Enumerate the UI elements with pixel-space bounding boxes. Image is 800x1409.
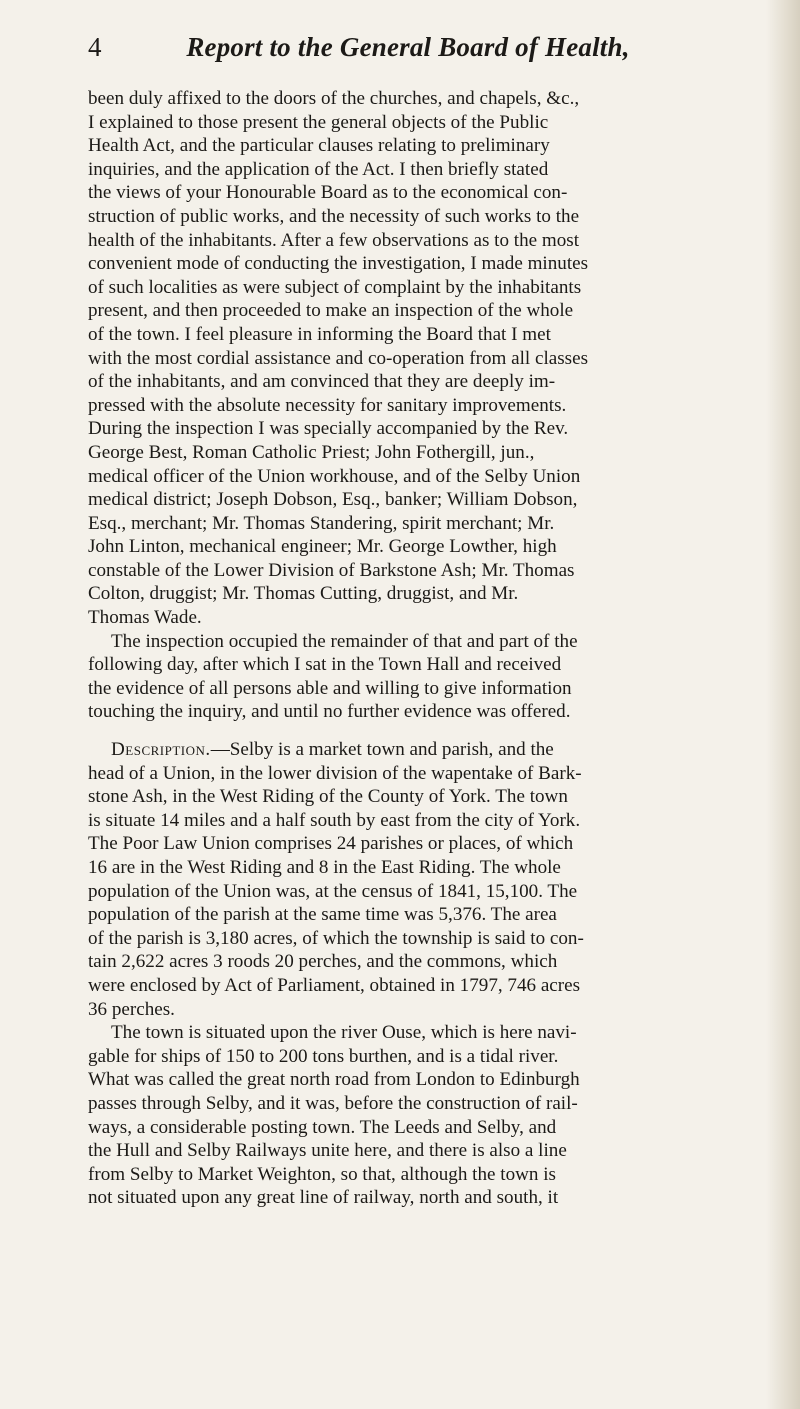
text-line: [88, 738, 778, 762]
text-line: not situated upon any great line of railway, north and south, it: [88, 1187, 559, 1209]
text-line: inquiries, and the application of the Act. I then briefly stated: [88, 158, 549, 180]
text-line: Colton, druggist; Mr. Thomas Cutting, druggist, and Mr.: [88, 583, 519, 605]
text-line: head of a Union, in the lower division of the wapentake of Bark-: [88, 762, 582, 784]
text-line: is situate 14 miles and a half south by east from the city of York.: [88, 809, 581, 831]
text-line: struction of public works, and the necessity of such works to the: [88, 205, 580, 227]
text-line: with the most cordial assistance and co-operation from all classes: [88, 347, 588, 369]
paragraph: [88, 1021, 778, 1210]
paragraph: [88, 630, 778, 724]
text-line: population of the parish at the same time was 5,376. The area: [88, 904, 557, 926]
text-line: ways, a considerable posting town. The Leeds and Selby, and: [88, 1116, 557, 1138]
text-line: Esq., merchant; Mr. Thomas Standering, spirit merchant; Mr.: [88, 512, 555, 534]
text-line: been duly affixed to the doors of the churches, and chapels, &c.,: [88, 88, 580, 109]
text-line: 36 perches.: [88, 998, 175, 1020]
text-line: of the parish is 3,180 acres, of which the township is said to con-: [88, 927, 584, 949]
text-line: convenient mode of conducting the investigation, I made minutes: [88, 253, 589, 275]
text-line: medical officer of the Union workhouse, and of the Selby Union: [88, 465, 581, 487]
text-line: pressed with the absolute necessity for sanitary improvements.: [88, 394, 567, 416]
text-line: 16 are in the West Riding and 8 in the East Riding. The whole: [88, 857, 561, 878]
text-line: tain 2,622 acres 3 roods 20 perches, and the commons, which: [88, 951, 558, 973]
body-text: [88, 87, 778, 1210]
page-number: 4: [88, 32, 102, 62]
text-line: from Selby to Market Weighton, so that, although the town is: [88, 1163, 556, 1185]
text-line: the evidence of all persons able and willing to give information: [88, 677, 572, 699]
text-line: constable of the Lower Division of Barkstone Ash; Mr. Thomas: [88, 559, 575, 581]
text-line: the Hull and Selby Railways unite here, and there is also a line: [88, 1140, 567, 1162]
text-line: The Poor Law Union comprises 24 parishes or places, of which: [88, 833, 574, 855]
page-header: [88, 32, 728, 62]
text-line: I explained to those present the general objects of the Public: [88, 111, 549, 133]
text-line: What was called the great north road from London to Edinburgh: [88, 1069, 580, 1091]
text-line: population of the Union was, at the census of 1841, 15,100. The: [88, 880, 578, 902]
text-line: touching the inquiry, and until no further evidence was offered.: [88, 701, 571, 723]
section-heading: Description.: [111, 739, 211, 761]
text-line: stone Ash, in the West Riding of the County of York. The town: [88, 786, 568, 808]
text-line: The town is situated upon the river Ouse, which is here navi-: [111, 1022, 577, 1044]
text-line: Health Act, and the particular clauses relating to preliminary: [88, 135, 550, 157]
text-line: medical district; Joseph Dobson, Esq., banker; William Dobson,: [88, 489, 578, 511]
text-line: gable for ships of 150 to 200 tons burthen, and is a tidal river.: [88, 1045, 559, 1067]
paragraph: [88, 87, 778, 417]
running-title: Report to the General Board of Health,: [186, 32, 630, 62]
text-line: During the inspection I was specially accompanied by the Rev.: [88, 418, 569, 440]
text-line: Thomas Wade.: [88, 607, 202, 629]
text-line: present, and then proceeded to make an inspection of the whole: [88, 300, 574, 322]
section-gap: [88, 724, 778, 738]
text-line: George Best, Roman Catholic Priest; John Fothergill, jun.,: [88, 441, 535, 463]
text-line: of the town. I feel pleasure in informing the Board that I met: [88, 323, 551, 345]
text-line: of the inhabitants, and am convinced that they are deeply im-: [88, 371, 556, 393]
text-line: health of the inhabitants. After a few observations as to the most: [88, 229, 580, 251]
text-line: passes through Selby, and it was, before the construction of rail-: [88, 1092, 578, 1114]
text-line: the views of your Honourable Board as to the economical con-: [88, 182, 568, 204]
text-line: following day, after which I sat in the Town Hall and received: [88, 654, 562, 676]
section-heading-continuation: —Selby is a market town and parish, and the: [210, 739, 554, 761]
text-line: of such localities as were subject of complaint by the inhabitants: [88, 276, 582, 298]
text-line: The inspection occupied the remainder of that and part of the: [111, 630, 578, 652]
text-line: were enclosed by Act of Parliament, obtained in 1797, 746 acres: [88, 974, 581, 996]
text-line: John Linton, mechanical engineer; Mr. George Lowther, high: [88, 536, 557, 558]
description-section: [88, 738, 778, 1021]
paragraph: [88, 417, 778, 629]
